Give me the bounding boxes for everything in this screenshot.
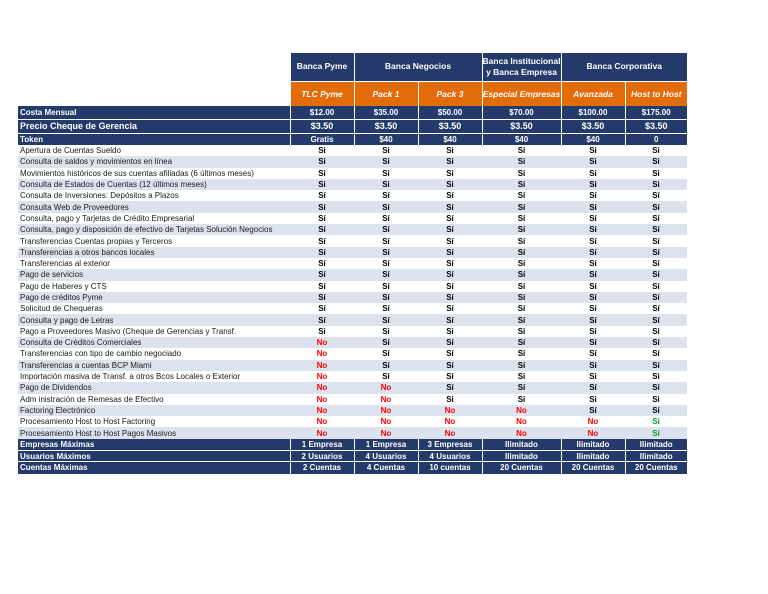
feature-value: Si (354, 156, 418, 167)
summary-row (18, 106, 687, 119)
limit-value: 4 Usuarios (354, 450, 418, 462)
feature-value: Sí (625, 382, 687, 393)
feature-value: Sí (561, 348, 625, 359)
feature-label: Consulta, pago y disposición de efectivo de Tarjetas Solución Negocios (18, 224, 290, 235)
feature-label: Procesamiento Host to Host Factoring (18, 416, 290, 427)
feature-value: No (418, 405, 482, 416)
plan-pack-1: Pack 1 (354, 81, 418, 106)
feature-value: No (290, 371, 354, 382)
feature-value: Si (561, 371, 625, 382)
feature-value: Sí (354, 269, 418, 280)
feature-value: Si (625, 179, 687, 190)
feature-value: Si (482, 179, 561, 190)
summary-value: $100.00 (561, 106, 625, 119)
summary-value: $3.50 (418, 119, 482, 133)
feature-value: Sí (290, 281, 354, 292)
feature-value: No (290, 394, 354, 405)
feature-value: Sí (418, 382, 482, 393)
feature-value: Sí (561, 213, 625, 224)
feature-label: Procesamiento Host to Host Pagos Masivos (18, 427, 290, 438)
feature-value: Sí (418, 292, 482, 303)
feature-value: Sí (482, 190, 561, 201)
feature-row (18, 292, 687, 303)
limit-value: 2 Usuarios (290, 450, 354, 462)
group-banca-corporativa: Banca Corporativa (561, 53, 687, 81)
feature-value: Si (482, 156, 561, 167)
feature-value: Sí (290, 292, 354, 303)
feature-value: Sí (561, 224, 625, 235)
feature-value: Sí (290, 224, 354, 235)
feature-row (18, 224, 687, 235)
group-banca-institucional: Banca Institucional y Banca Empresa (482, 53, 561, 81)
summary-value: $175.00 (625, 106, 687, 119)
feature-value: Sí (561, 337, 625, 348)
summary-row (18, 119, 687, 133)
feature-value: Sí (482, 235, 561, 246)
feature-label: Consulta de Estados de Cuentas (12 últimos meses) (18, 179, 290, 190)
feature-label: Transferencias con tipo de cambio negociado (18, 348, 290, 359)
feature-row (18, 394, 687, 405)
feature-value: Sí (354, 201, 418, 212)
feature-label: Pago de Dividendos (18, 382, 290, 393)
feature-row (18, 247, 687, 258)
feature-label: Consulta Web de Proveedores (18, 201, 290, 212)
summary-value: $3.50 (482, 119, 561, 133)
feature-label: Consulta de saldos y movimientos en línea (18, 156, 290, 167)
header-group-row (18, 53, 687, 81)
feature-value: Sí (418, 269, 482, 280)
feature-row (18, 348, 687, 359)
feature-label: Transferencias a otros bancos locales (18, 247, 290, 258)
feature-row (18, 213, 687, 224)
feature-value: Sí (561, 303, 625, 314)
feature-value: Sí (482, 281, 561, 292)
summary-value: $70.00 (482, 106, 561, 119)
feature-label: Consulta de Inversiones: Depósitos a Plazos (18, 190, 290, 201)
feature-value: Sí (561, 247, 625, 258)
feature-row (18, 190, 687, 201)
feature-row (18, 326, 687, 337)
limit-row (18, 462, 687, 474)
limit-value: 10 cuentas (418, 462, 482, 474)
summary-value: $3.50 (354, 119, 418, 133)
limit-row (18, 439, 687, 451)
feature-value: Sí (418, 201, 482, 212)
feature-value: Sí (354, 292, 418, 303)
feature-value: Sí (482, 314, 561, 325)
feature-value: No (290, 382, 354, 393)
feature-value: Sí (625, 292, 687, 303)
plan-avanzada: Avanzada (561, 81, 625, 106)
feature-value: Si (354, 371, 418, 382)
feature-value: No (354, 416, 418, 427)
limit-value: Ilimitado (625, 439, 687, 451)
summary-value: $3.50 (625, 119, 687, 133)
feature-label: Movimientos históricos de sus cuentas afiliadas (6 últimos meses) (18, 168, 290, 179)
feature-value: Sí (354, 258, 418, 269)
feature-value: Si (290, 145, 354, 156)
feature-label: Pago de Haberes y CTS (18, 281, 290, 292)
feature-value: Si (482, 394, 561, 405)
feature-value: Sí (561, 269, 625, 280)
feature-value: Si (290, 326, 354, 337)
feature-label: Pago de servicios (18, 269, 290, 280)
feature-value: Si (290, 168, 354, 179)
feature-value: No (482, 427, 561, 438)
feature-value: Si (354, 326, 418, 337)
feature-value: Sí (625, 348, 687, 359)
feature-value: Sí (482, 337, 561, 348)
feature-value: Si (625, 326, 687, 337)
feature-row (18, 156, 687, 167)
feature-value: Sí (418, 190, 482, 201)
plan-tlc-pyme: TLC Pyme (290, 81, 354, 106)
feature-value: Sí (625, 247, 687, 258)
summary-value: $3.50 (290, 119, 354, 133)
summary-value: $40 (354, 133, 418, 145)
feature-value: No (482, 405, 561, 416)
feature-value: Sí (561, 292, 625, 303)
feature-label: Apertura de Cuentas Sueldo (18, 145, 290, 156)
header-plan-row (18, 81, 687, 106)
feature-label: Transferencias a cuentas BCP Miami (18, 360, 290, 371)
feature-value: Sí (482, 382, 561, 393)
feature-value: Sí (354, 281, 418, 292)
feature-value: Sí (418, 235, 482, 246)
feature-row (18, 314, 687, 325)
limit-value: 20 Cuentas (561, 462, 625, 474)
feature-row (18, 427, 687, 438)
summary-label: Precio Cheque de Gerencia (18, 119, 290, 133)
feature-label: Adm inistración de Remesas de Efectivo (18, 394, 290, 405)
feature-label: Importación masiva de Transf. a otros Bcos Locales o Exterior (18, 371, 290, 382)
summary-value: $40 (561, 133, 625, 145)
summary-value: Gratis (290, 133, 354, 145)
feature-value: Sí (418, 360, 482, 371)
feature-value: Si (354, 168, 418, 179)
feature-value: Si (561, 394, 625, 405)
feature-value: Sí (354, 303, 418, 314)
feature-value: Sí (290, 235, 354, 246)
feature-label: Consulta, pago y Tarjetas de Crédito Empresarial (18, 213, 290, 224)
limit-value: 4 Cuentas (354, 462, 418, 474)
table-body (18, 53, 687, 474)
feature-value: Si (561, 179, 625, 190)
feature-value: Si (482, 371, 561, 382)
feature-value: Sí (290, 213, 354, 224)
feature-value: No (561, 416, 625, 427)
feature-value: Sí (418, 247, 482, 258)
feature-value: Sí (290, 190, 354, 201)
feature-value: Sí (625, 269, 687, 280)
feature-value: Si (418, 179, 482, 190)
feature-value: Sí (354, 224, 418, 235)
feature-value: Si (418, 394, 482, 405)
feature-value: Si (482, 326, 561, 337)
feature-value: Si (418, 371, 482, 382)
feature-value: Sí (482, 292, 561, 303)
feature-value: Sí (625, 258, 687, 269)
feature-value: Sí (561, 281, 625, 292)
feature-row (18, 416, 687, 427)
feature-value: Sí (561, 258, 625, 269)
feature-row (18, 145, 687, 156)
feature-label: Solicitud de Chequeras (18, 303, 290, 314)
feature-value: No (290, 360, 354, 371)
feature-value: Sí (561, 360, 625, 371)
feature-value: Sí (418, 281, 482, 292)
feature-value: Sí (625, 337, 687, 348)
feature-value: Sí (482, 360, 561, 371)
feature-label: Pago de créditos Pyme (18, 292, 290, 303)
feature-row (18, 235, 687, 246)
feature-value: Si (561, 168, 625, 179)
limit-value: 1 Empresa (354, 439, 418, 451)
feature-row (18, 281, 687, 292)
feature-value: Sí (418, 224, 482, 235)
limit-value: 4 Usuarios (418, 450, 482, 462)
feature-value: Si (482, 145, 561, 156)
summary-value: $40 (418, 133, 482, 145)
feature-label: Transferencias Cuentas propias y Terceros (18, 235, 290, 246)
feature-value: Si (418, 145, 482, 156)
feature-value: Sí (354, 213, 418, 224)
limit-value: Ilimitado (625, 450, 687, 462)
feature-row (18, 360, 687, 371)
comparison-table (18, 53, 687, 474)
limit-value: 1 Empresa (290, 439, 354, 451)
feature-value: Sí (561, 382, 625, 393)
feature-value: Si (354, 179, 418, 190)
feature-value: Sí (482, 201, 561, 212)
feature-value: Si (561, 145, 625, 156)
feature-value: Sí (482, 247, 561, 258)
feature-value: Si (625, 145, 687, 156)
group-banca-pyme: Banca Pyme (290, 53, 354, 81)
feature-value: Si (625, 371, 687, 382)
feature-label: Factoring Electrónico (18, 405, 290, 416)
feature-label: Consulta y pago de Letras (18, 314, 290, 325)
feature-value: Sí (290, 258, 354, 269)
limit-value: Ilimitado (482, 450, 561, 462)
feature-value: Sí (482, 213, 561, 224)
summary-value: $35.00 (354, 106, 418, 119)
feature-value: Sí (625, 213, 687, 224)
feature-value: Sí (482, 224, 561, 235)
feature-value: Si (418, 326, 482, 337)
limit-value: 3 Empresas (418, 439, 482, 451)
summary-row (18, 133, 687, 145)
feature-row (18, 269, 687, 280)
feature-value: No (290, 405, 354, 416)
feature-value: Sí (561, 405, 625, 416)
feature-value: No (290, 337, 354, 348)
feature-value: Sí (418, 337, 482, 348)
feature-value: Sí (482, 348, 561, 359)
feature-value: Sí (290, 201, 354, 212)
feature-value: Si (354, 145, 418, 156)
feature-label: Consulta de Créditos Comerciales (18, 337, 290, 348)
feature-row (18, 258, 687, 269)
feature-value: Si (625, 156, 687, 167)
feature-value: Sí (625, 224, 687, 235)
feature-value: Sí (625, 416, 687, 427)
limit-row (18, 450, 687, 462)
summary-value: 0 (625, 133, 687, 145)
feature-row (18, 201, 687, 212)
summary-label: Token (18, 133, 290, 145)
plan-especial-empresas: Especial Empresas (482, 81, 561, 106)
feature-value: Sí (290, 269, 354, 280)
plan-host-to-host: Host to Host (625, 81, 687, 106)
feature-value: Si (625, 168, 687, 179)
feature-value: Sí (418, 314, 482, 325)
feature-value: No (561, 427, 625, 438)
feature-value: Sí (625, 281, 687, 292)
feature-value: Sí (625, 360, 687, 371)
feature-value: No (482, 416, 561, 427)
feature-value: Sí (354, 337, 418, 348)
group-banca-negocios: Banca Negocios (354, 53, 482, 81)
feature-value: Sí (561, 201, 625, 212)
feature-value: Sí (354, 190, 418, 201)
limit-value: Ilimitado (561, 439, 625, 451)
limit-value: Ilimitado (482, 439, 561, 451)
summary-value: $3.50 (561, 119, 625, 133)
header-blank (18, 81, 290, 106)
feature-row (18, 382, 687, 393)
limit-label: Usuarios Máximos (18, 450, 290, 462)
feature-value: No (354, 405, 418, 416)
feature-value: No (290, 416, 354, 427)
feature-value: Sí (290, 314, 354, 325)
feature-value: Sí (290, 247, 354, 258)
plan-pack-3: Pack 3 (418, 81, 482, 106)
limit-label: Cuentas Máximas (18, 462, 290, 474)
feature-value: Sí (625, 190, 687, 201)
feature-value: No (418, 427, 482, 438)
feature-value: Sí (482, 303, 561, 314)
feature-value: Sí (482, 258, 561, 269)
feature-value: Sí (354, 314, 418, 325)
feature-value: Sí (625, 405, 687, 416)
feature-value: No (418, 416, 482, 427)
feature-value: Sí (561, 190, 625, 201)
feature-row (18, 371, 687, 382)
feature-value: Sí (625, 235, 687, 246)
feature-value: Sí (354, 235, 418, 246)
summary-value: $50.00 (418, 106, 482, 119)
feature-value: Sí (625, 303, 687, 314)
header-blank (18, 53, 290, 81)
feature-row (18, 337, 687, 348)
summary-value: $40 (482, 133, 561, 145)
limit-value: 2 Cuentas (290, 462, 354, 474)
feature-value: Si (290, 179, 354, 190)
feature-value: No (290, 348, 354, 359)
feature-value: Si (482, 168, 561, 179)
feature-value: Si (561, 156, 625, 167)
limit-value: Ilimitado (561, 450, 625, 462)
feature-value: Sí (418, 303, 482, 314)
feature-value: Si (290, 156, 354, 167)
feature-value: Sí (561, 235, 625, 246)
feature-value: Sí (625, 314, 687, 325)
feature-value: No (354, 394, 418, 405)
feature-value: Sí (482, 269, 561, 280)
feature-value: Si (418, 168, 482, 179)
feature-value: Sí (418, 258, 482, 269)
summary-label: Costa Mensual (18, 106, 290, 119)
feature-value: Sí (625, 201, 687, 212)
feature-row (18, 303, 687, 314)
limit-value: 20 Cuentas (625, 462, 687, 474)
feature-value: Si (625, 394, 687, 405)
feature-value: Sí (418, 213, 482, 224)
feature-value: No (354, 427, 418, 438)
feature-value: Sí (418, 348, 482, 359)
feature-value: Si (418, 156, 482, 167)
feature-label: Transferencias al exterior (18, 258, 290, 269)
summary-value: $12.00 (290, 106, 354, 119)
feature-value: Sí (290, 303, 354, 314)
feature-label: Pago a Proveedores Masivo (Cheque de Gerencias y Transf. (18, 326, 290, 337)
limit-value: 20 Cuentas (482, 462, 561, 474)
feature-row (18, 405, 687, 416)
feature-row (18, 179, 687, 190)
feature-value: Sí (354, 247, 418, 258)
feature-value: Sí (561, 314, 625, 325)
feature-value: Sí (354, 348, 418, 359)
feature-value: No (354, 382, 418, 393)
feature-row (18, 168, 687, 179)
feature-value: Sí (354, 360, 418, 371)
feature-value: No (290, 427, 354, 438)
feature-value: Si (561, 326, 625, 337)
limit-label: Empresas Máximas (18, 439, 290, 451)
feature-value: Sí (625, 427, 687, 438)
